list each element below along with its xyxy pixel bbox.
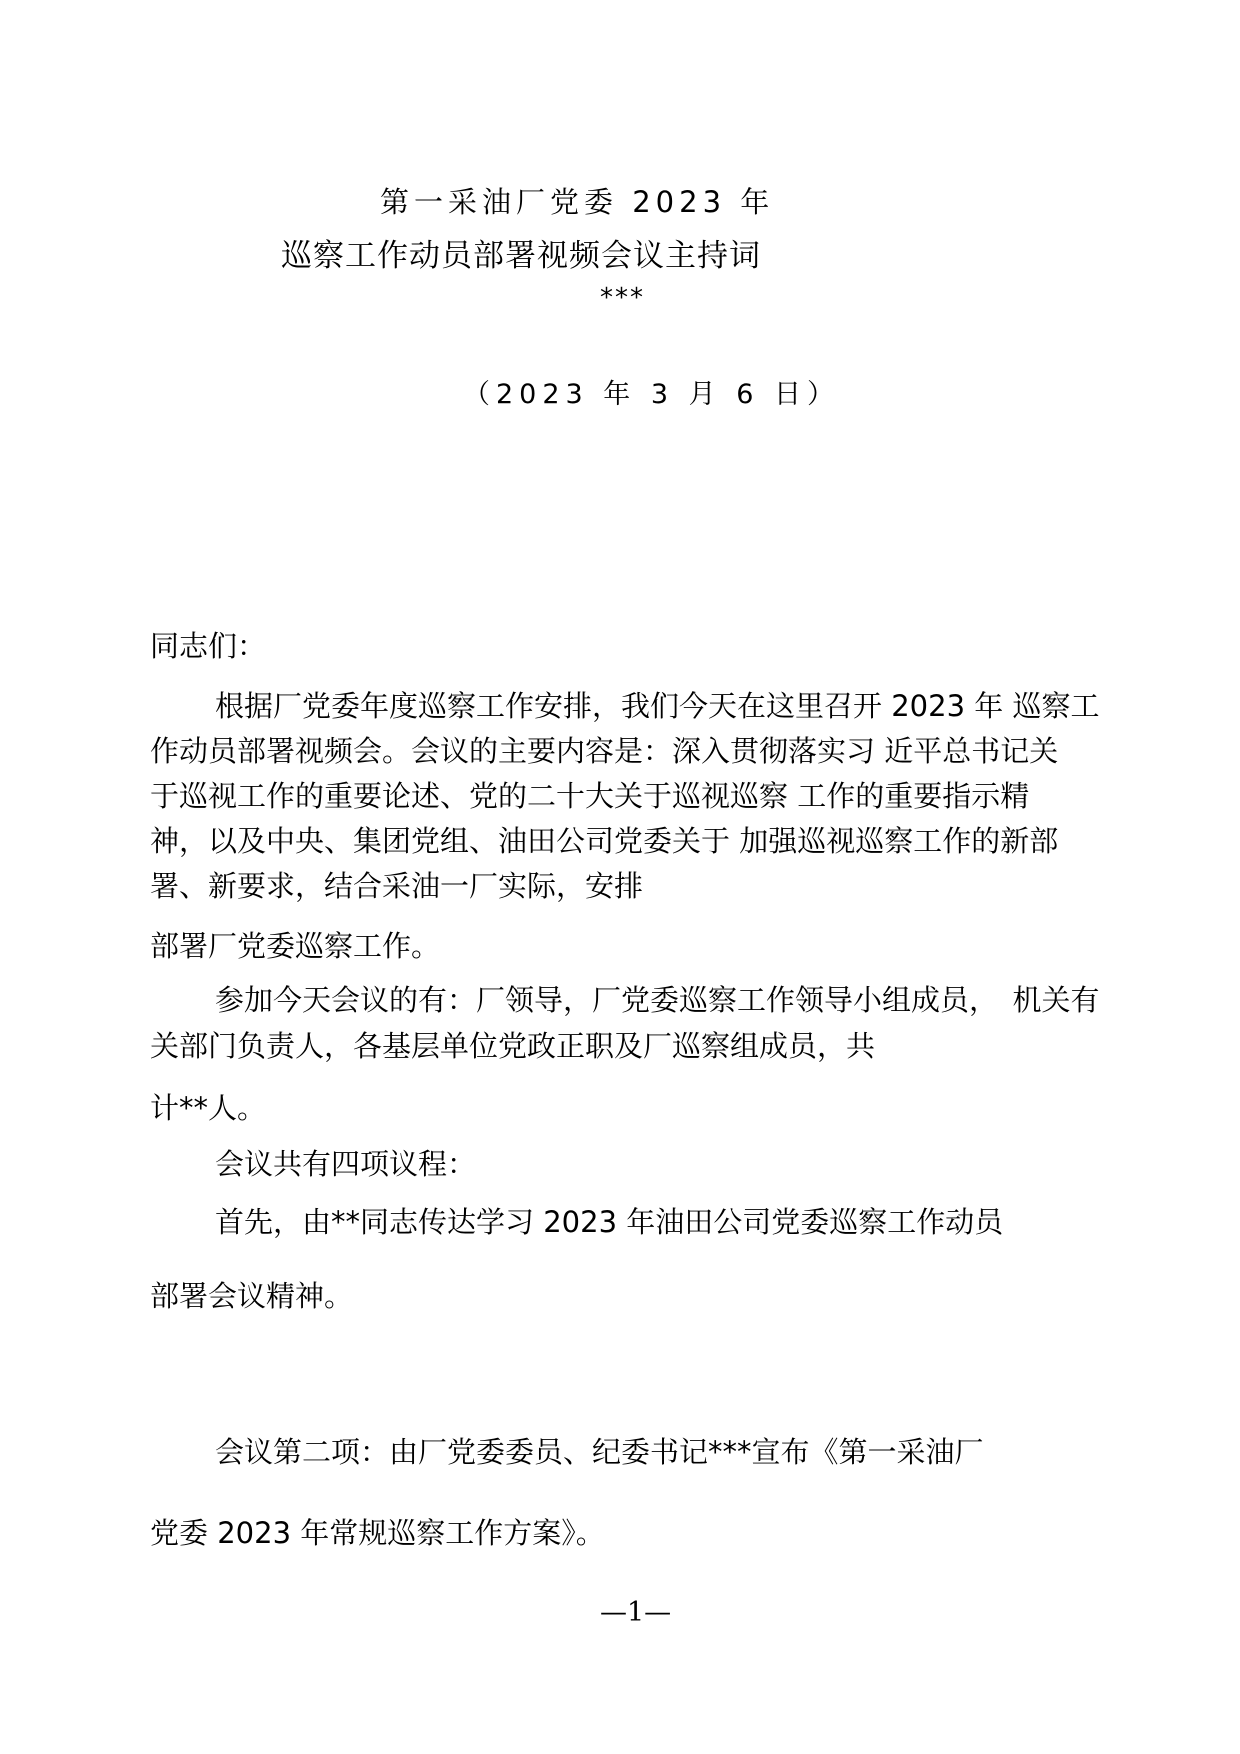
document-title-line-2: 巡察工作动员部署视频会议主持词 xyxy=(281,238,761,274)
body-line: 会议共有四项议程： xyxy=(215,1147,477,1181)
salutation: 同志们： xyxy=(150,629,267,663)
body-line: 神，以及中央、集团党组、油田公司党委关于 加强巡视巡察工作的新部 xyxy=(150,824,1059,858)
body-line: 党委 2023 年常规巡察工作方案》。 xyxy=(150,1516,605,1550)
body-line: 参加今天会议的有：厂领导，厂党委巡察工作领导小组成员， 机关有 xyxy=(215,983,1100,1017)
body-line: 首先，由**同志传达学习 2023 年油田公司党委巡察工作动员 xyxy=(215,1205,1004,1239)
body-line: 计**人。 xyxy=(150,1091,267,1125)
document-title-line-1: 第一采油厂党委 2023 年 xyxy=(380,185,775,219)
body-line: 部署会议精神。 xyxy=(150,1279,354,1313)
document-date: （2023 年 3 月 6 日） xyxy=(463,379,840,410)
page-number: —1— xyxy=(600,1597,672,1628)
body-line: 根据厂党委年度巡察工作安排，我们今天在这里召开 2023 年 巡察工 xyxy=(215,689,1100,723)
body-line: 部署厂党委巡察工作。 xyxy=(150,929,441,963)
body-line: 会议第二项：由厂党委委员、纪委书记***宣布《第一采油厂 xyxy=(215,1435,984,1469)
body-line: 关部门负责人，各基层单位党政正职及厂巡察组成员，共 xyxy=(150,1029,876,1063)
body-line: 署、新要求，结合采油一厂实际，安排 xyxy=(150,869,644,903)
body-line: 于巡视工作的重要论述、党的二十大关于巡视巡察 工作的重要指示精 xyxy=(150,779,1030,813)
body-line: 作动员部署视频会。会议的主要内容是：深入贯彻落实习 近平总书记关 xyxy=(150,734,1059,768)
document-author: *** xyxy=(600,283,645,313)
